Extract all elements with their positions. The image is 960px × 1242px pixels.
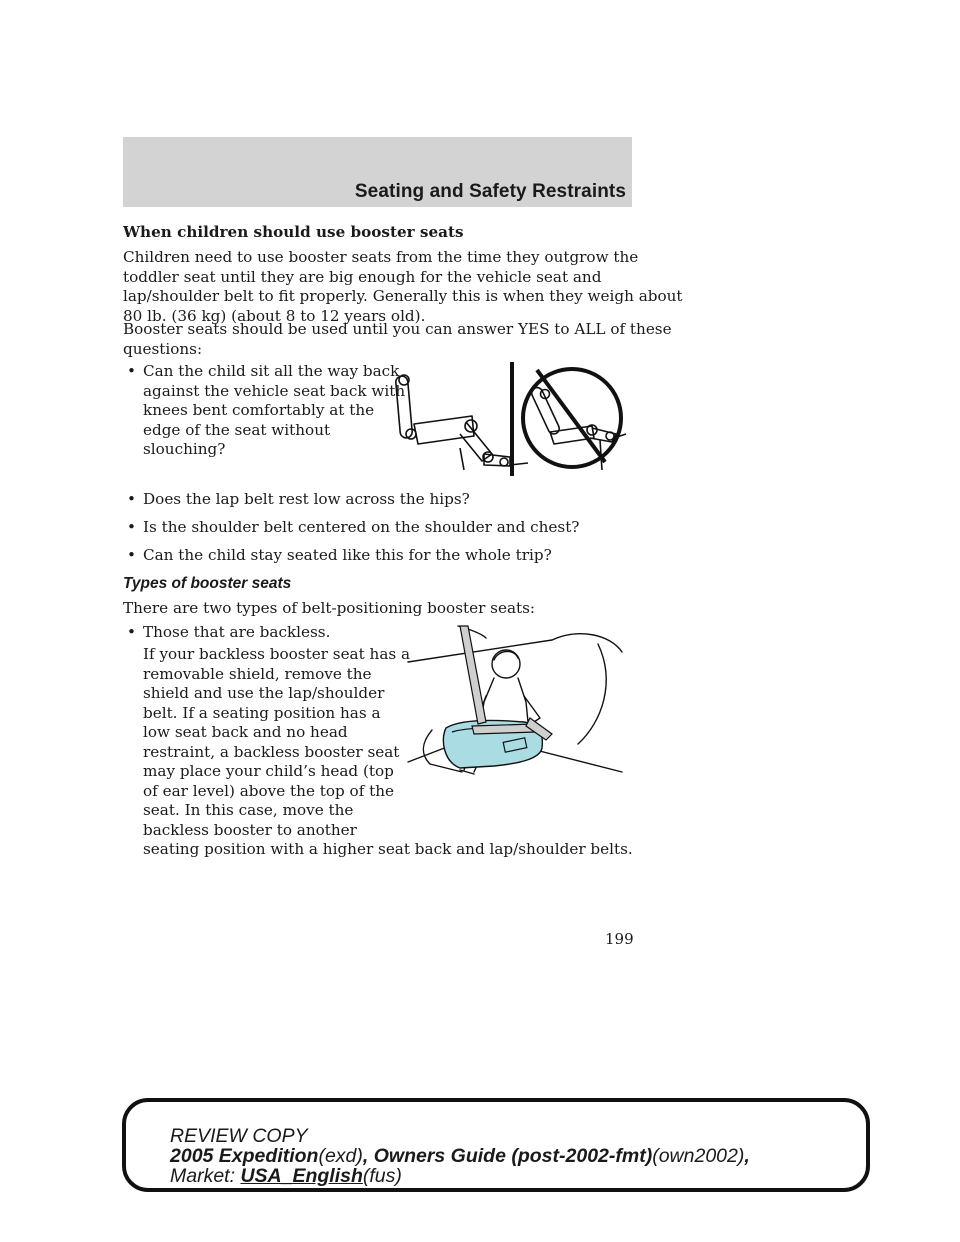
backless-line-5: low seat back and no head [143, 723, 348, 741]
model-code: (exd) [318, 1145, 363, 1167]
seat-posture-figure [392, 362, 632, 480]
q1-line-2: against the vehicle seat back with [143, 381, 406, 400]
bullet: • [127, 546, 136, 564]
trailing-comma: , [744, 1145, 750, 1167]
backless-line-2: removable shield, remove the [143, 664, 372, 683]
backless-line-4: belt. If a seating position has a [143, 703, 381, 722]
guide-name: , Owners Guide (post-2002-fmt) [362, 1145, 653, 1167]
types-intro: There are two types of belt-positioning booster seats: [123, 599, 536, 617]
market-label: Market: [170, 1165, 236, 1187]
review-copy-footer [122, 1098, 870, 1192]
model-name: 2005 Expedition [170, 1145, 319, 1167]
backless-line-8: of ear level) above the top of the [143, 781, 395, 800]
q1-line-5: slouching? [143, 440, 226, 458]
section-header-band [123, 137, 632, 207]
para1-line-1: Children need to use booster seats from the time they outgrow the [123, 248, 639, 266]
backless-line-6: restraint, a backless booster seat [143, 742, 400, 761]
para2-line-2: questions: [123, 339, 203, 358]
backless-booster-illustration [402, 622, 628, 778]
backless-line-10: backless booster to another [143, 820, 357, 839]
b1: Those that are backless. [143, 623, 331, 641]
market-name: USA_English [240, 1165, 363, 1187]
review-copy-label: REVIEW COPY [170, 1125, 308, 1147]
section-title: Seating and Safety Restraints [354, 181, 626, 202]
booster-when-heading: When children should use booster seats [123, 223, 464, 241]
para1-line-4: 80 lb. (36 kg) (about 8 to 12 years old). [123, 306, 426, 325]
bullet: • [127, 362, 136, 380]
backless-line-7: may place your child’s head (top [143, 762, 394, 780]
q2: Does the lap belt rest low across the hips? [143, 490, 470, 508]
backless-line-1: If your backless booster seat has a [143, 645, 411, 663]
footer-model-line [170, 1146, 750, 1166]
q3: Is the shoulder belt centered on the shoulder and chest? [143, 518, 580, 536]
bullet: • [127, 490, 136, 508]
bullet: • [127, 518, 136, 536]
q1-line-1: Can the child sit all the way back [143, 362, 400, 380]
backless-line-9: seat. In this case, move the [143, 801, 354, 819]
page-number: 199 [605, 930, 634, 948]
q4: Can the child stay seated like this for the whole trip? [143, 546, 552, 564]
para2-line-1: Booster seats should be used until you can answer YES to ALL of these [123, 320, 672, 338]
guide-code: (own2002) [652, 1145, 745, 1167]
para1-line-2: toddler seat until they are big enough for the vehicle seat and [123, 267, 602, 286]
q1-line-3: knees bent comfortably at the [143, 401, 375, 419]
para1-line-3: lap/shoulder belt to fit properly. Generally this is when they weigh about [123, 287, 683, 305]
backless-line-11: seating position with a higher seat back and lap/shoulder belts. [143, 840, 633, 858]
market-code: (fus) [362, 1165, 402, 1187]
footer-market-line [170, 1166, 402, 1186]
q1-line-4: edge of the seat without [143, 420, 331, 439]
booster-types-heading: Types of booster seats [123, 575, 292, 592]
backless-line-3: shield and use the lap/shoulder [143, 684, 385, 702]
bullet: • [127, 623, 136, 641]
